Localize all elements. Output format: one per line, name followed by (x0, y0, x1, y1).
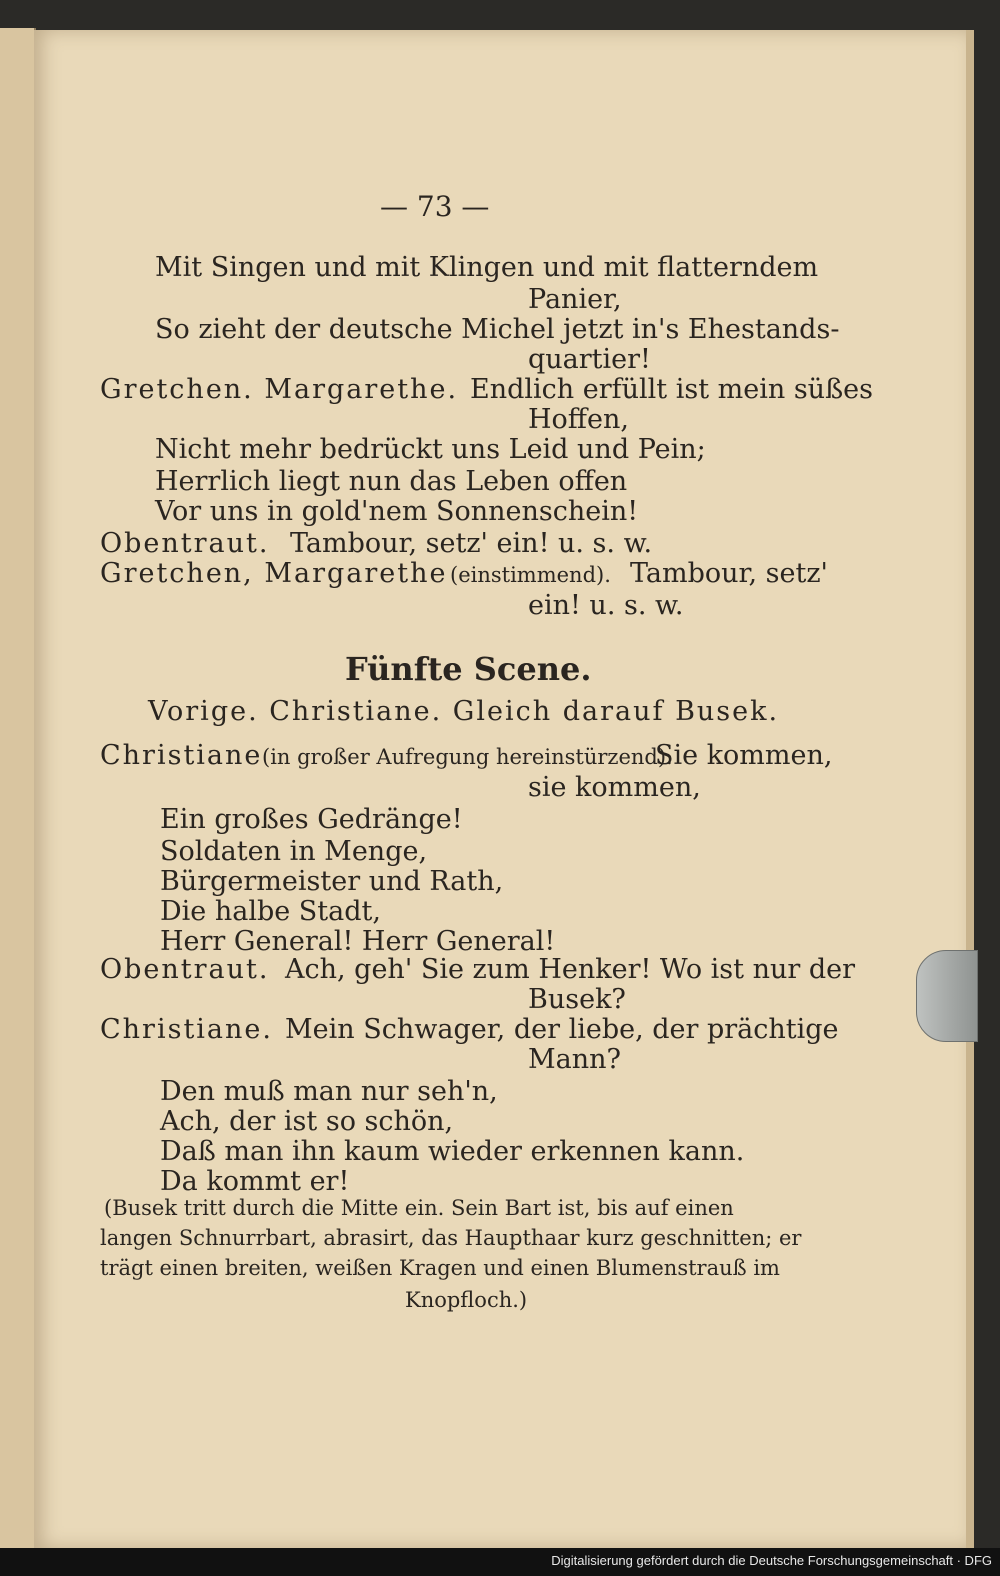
facing-page-edge (0, 28, 36, 1548)
verse-line: Bürgermeister und Rath, (160, 866, 504, 897)
stage-direction: (einstimmend). (450, 563, 611, 587)
verse-line: Busek? (528, 984, 626, 1015)
verse-line: Ach, der ist so schön, (160, 1106, 454, 1137)
verse-line: Da kommt er! (160, 1166, 350, 1197)
verse-line: Die halbe Stadt, (160, 896, 381, 927)
verse-line: Herrlich liegt nun das Leben offen (155, 466, 628, 497)
verse-line: Tambour, setz' (630, 558, 828, 589)
stage-direction: langen Schnurrbart, abrasirt, das Haupthaar kurz geschnitten; er (100, 1226, 802, 1250)
speaker-name: Gretchen, Margarethe (100, 558, 448, 589)
funding-credit: Digitalisierung gefördert durch die Deutsche Forschungsgemeinschaft · DFG (551, 1553, 992, 1568)
verse-line: Hoffen, (528, 404, 629, 435)
verse-line: Endlich erfüllt ist mein süßes (470, 374, 873, 405)
verse-line: quartier! (528, 344, 651, 375)
stage-direction: (Busek tritt durch die Mitte ein. Sein Bart ist, bis auf einen (104, 1196, 734, 1220)
scene-title: Fünfte Scene. (345, 650, 592, 688)
verse-line: So zieht der deutsche Michel jetzt in's Ehestands- (155, 314, 840, 345)
speaker-name: Obentraut. (100, 528, 270, 559)
verse-line: Daß man ihn kaum wieder erkennen kann. (160, 1136, 745, 1167)
digitization-footer (0, 1548, 1000, 1576)
page-holder-clip (916, 950, 978, 1042)
stage-direction: (in großer Aufregung hereinstürzend). (262, 745, 673, 769)
verse-line: ein! u. s. w. (528, 590, 684, 621)
verse-line: Mann? (528, 1044, 621, 1075)
verse-line: Herr General! Herr General! (160, 926, 556, 957)
verse-line: Tambour, setz' ein! u. s. w. (290, 528, 653, 559)
verse-line: Soldaten in Menge, (160, 836, 428, 867)
speaker-name: Christiane (100, 740, 263, 771)
verse-line: Ein großes Gedränge! (160, 804, 463, 835)
verse-line: Nicht mehr bedrückt uns Leid und Pein; (155, 434, 706, 465)
speaker-name: Gretchen. Margarethe. (100, 374, 459, 405)
speaker-name: Obentraut. (100, 954, 270, 985)
page-number: — 73 — (380, 190, 490, 223)
verse-line: Den muß man nur seh'n, (160, 1076, 498, 1107)
verse-line: Sie kommen, (655, 740, 833, 771)
page-edge (966, 30, 974, 1548)
verse-line: Mit Singen und mit Klingen und mit flatterndem (155, 252, 819, 283)
verse-line: Vor uns in gold'nem Sonnenschein! (155, 496, 639, 527)
stage-direction: trägt einen breiten, weißen Kragen und einen Blumenstrauß im (100, 1256, 780, 1280)
scene-cast: Vorige. Christiane. Gleich darauf Busek. (148, 696, 780, 727)
speaker-name: Christiane. (100, 1014, 273, 1045)
verse-line: sie kommen, (528, 772, 701, 803)
stage-direction: Knopfloch.) (405, 1288, 528, 1312)
verse-line: Panier, (528, 284, 622, 315)
verse-line: Mein Schwager, der liebe, der prächtige (285, 1014, 839, 1045)
verse-line: Ach, geh' Sie zum Henker! Wo ist nur der (285, 954, 856, 985)
